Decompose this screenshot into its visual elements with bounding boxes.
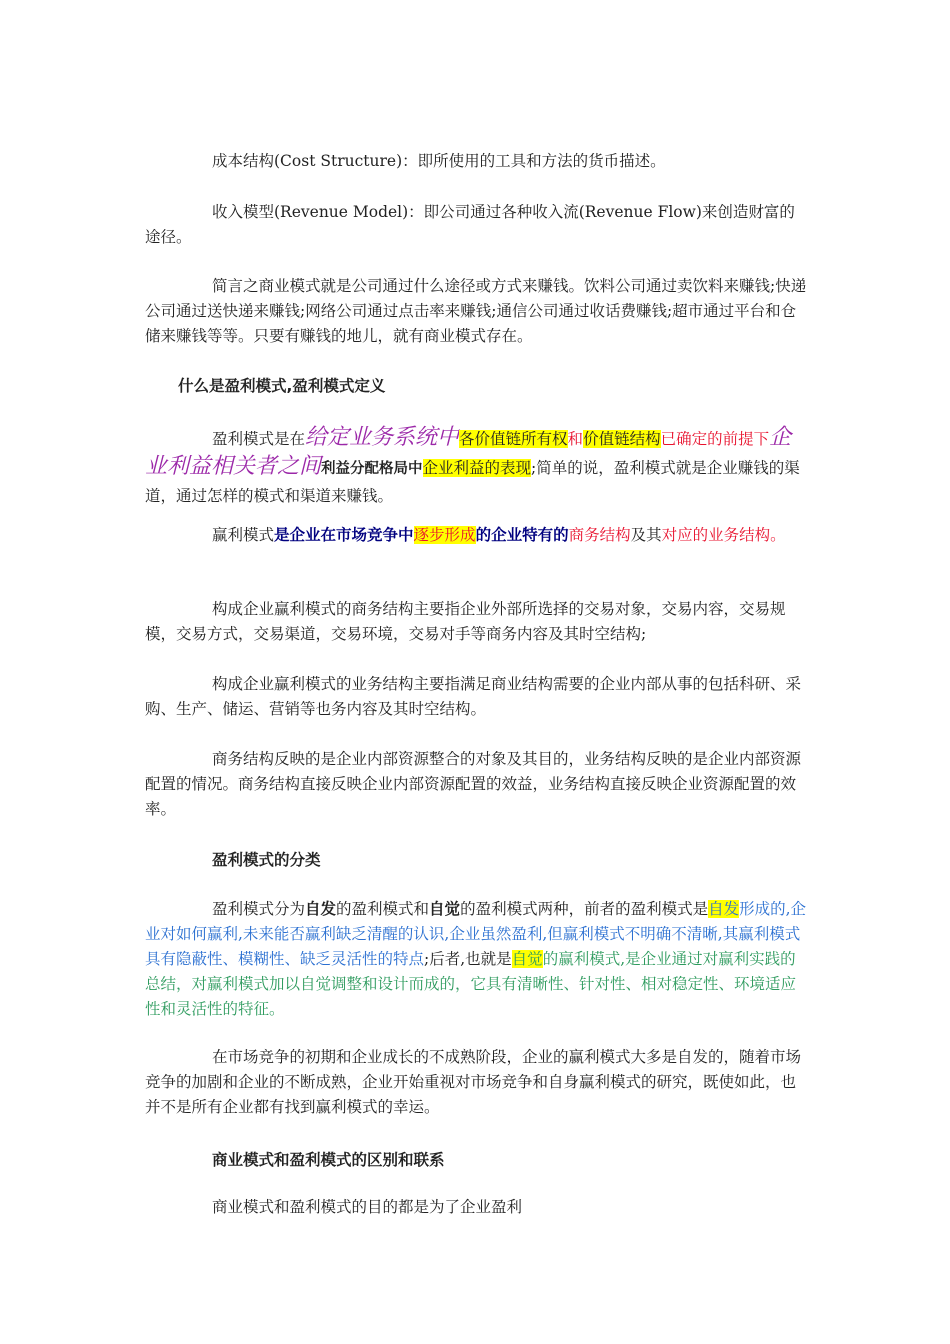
paragraph-commercial-structure: 构成企业赢利模式的商务结构主要指企业外部所选择的交易对象，交易内容，交易规模，交易方式，交易渠道，交易环境，交易对手等商务内容及其时空结构; [145,600,786,643]
text-run: 及其 [630,526,662,544]
text-run-blue: 形成的,企业对如何赢利,未来能否赢利缺乏清醒的认识,企业虽然盈利,但赢利模式不明确不清晰,其赢利模式具有隐蔽性、模糊性、缺乏灵活性的特点 [145,900,807,968]
text-run-red: 对应的业务结构。 [661,526,786,544]
paragraph-profit-model-definition [145,424,807,510]
text-run-bold: 利益分配格局中 [321,461,423,477]
text-run-highlight-green: 自觉 [511,950,543,968]
paragraph-win-model [145,522,807,548]
text-run-highlight-red: 逐步形成 [413,526,476,544]
heading-profit-model-classification: 盈利模式的分类 [212,851,321,869]
text-run-navy: 企业特有的 [491,525,569,544]
text-run: 盈利模式是在 [212,430,306,448]
text-run-bold: 自发 [305,899,337,918]
text-run: 的盈利模式两种，前者的盈利模式是 [460,900,709,918]
text-run: 盈利模式分为 [212,900,306,918]
paragraph-structure-comparison: 商务结构反映的是企业内部资源整合的对象及其目的，业务结构反映的是企业内部资源配置的情况。商务结构直接反映企业内部资源配置的效益，业务结构直接反映企业资源配置的效率。 [145,750,802,818]
text-run-bold: 自觉 [429,899,461,918]
paragraph-revenue-model: 收入模型(Revenue Model)：即公司通过各种收入流(Revenue Flow)来创造财富的途径。 [145,203,795,246]
text-run: 赢利模式 [212,526,275,544]
text-run-purple: 给定业务系统中 [305,425,460,450]
heading-profit-model-definition: 什么是盈利模式,盈利模式定义 [178,377,386,395]
heading-difference-and-relation: 商业模式和盈利模式的区别和联系 [212,1151,445,1169]
text-run-navy: 企业在市场竞争中 [289,525,414,544]
text-run-highlight: 价值链结构 [583,430,661,448]
text-run-green: 的赢利模式,是企业通过对赢利实践的总结，对赢利模式加以自觉调整和设计而成的，它具有清晰性、针对性、相对稳定性、环境适应性和灵活性的特征。 [145,950,797,1018]
paragraph-cost-structure: 成本结构(Cost Structure)：即所使用的工具和方法的货币描述。 [212,152,666,170]
text-run: ;简单的说，盈利模式就是企业赚钱的渠道，通过怎样的模式和渠道来赚钱。 [145,459,800,505]
text-run-highlight: 各价值链所有权 [459,430,568,448]
paragraph-market-competition: 在市场竞争的初期和企业成长的不成熟阶段，企业的赢利模式大多是自发的，随着市场竞争的加剧和企业的不断成熟，企业开始重视对市场竞争和自身赢利模式的研究，既使如此，也并不是所有企业都有找到赢利模式的幸运。 [145,1048,802,1116]
text-run-navy: 是 [274,525,290,544]
text-run-highlight-blue: 自发 [708,900,740,918]
paragraph-business-model-summary: 简言之商业模式就是公司通过什么途径或方式来赚钱。饮料公司通过卖饮料来赚钱;快递公司通过送快递来赚钱;网络公司通过点击率来赚钱;通信公司通过收话费赚钱;超市通过平台和仓储来赚钱等等。只要有赚钱的地儿，就有商业模式存在。 [145,277,807,345]
paragraph-business-structure: 构成企业赢利模式的业务结构主要指满足商业结构需要的企业内部从事的包括科研、采购、生产、储运、营销等也务内容及其时空结构。 [145,675,802,718]
text-run-purple: 企业利益相关者之间 [145,425,792,479]
paragraph-profit-model-types [145,896,807,1022]
text-run: ;后者,也就是 [424,950,512,968]
text-run-red: 和 [567,430,584,448]
text-run-red: 商务结构 [568,526,631,544]
text-run-red: 已确定的前提下 [660,430,770,448]
text-run-highlight: 企业利益的表现 [422,459,532,477]
text-run-navy: 的 [475,525,492,544]
paragraph-common-goal: 商业模式和盈利模式的目的都是为了企业盈利 [212,1198,523,1216]
text-run: 的盈利模式和 [336,900,430,918]
